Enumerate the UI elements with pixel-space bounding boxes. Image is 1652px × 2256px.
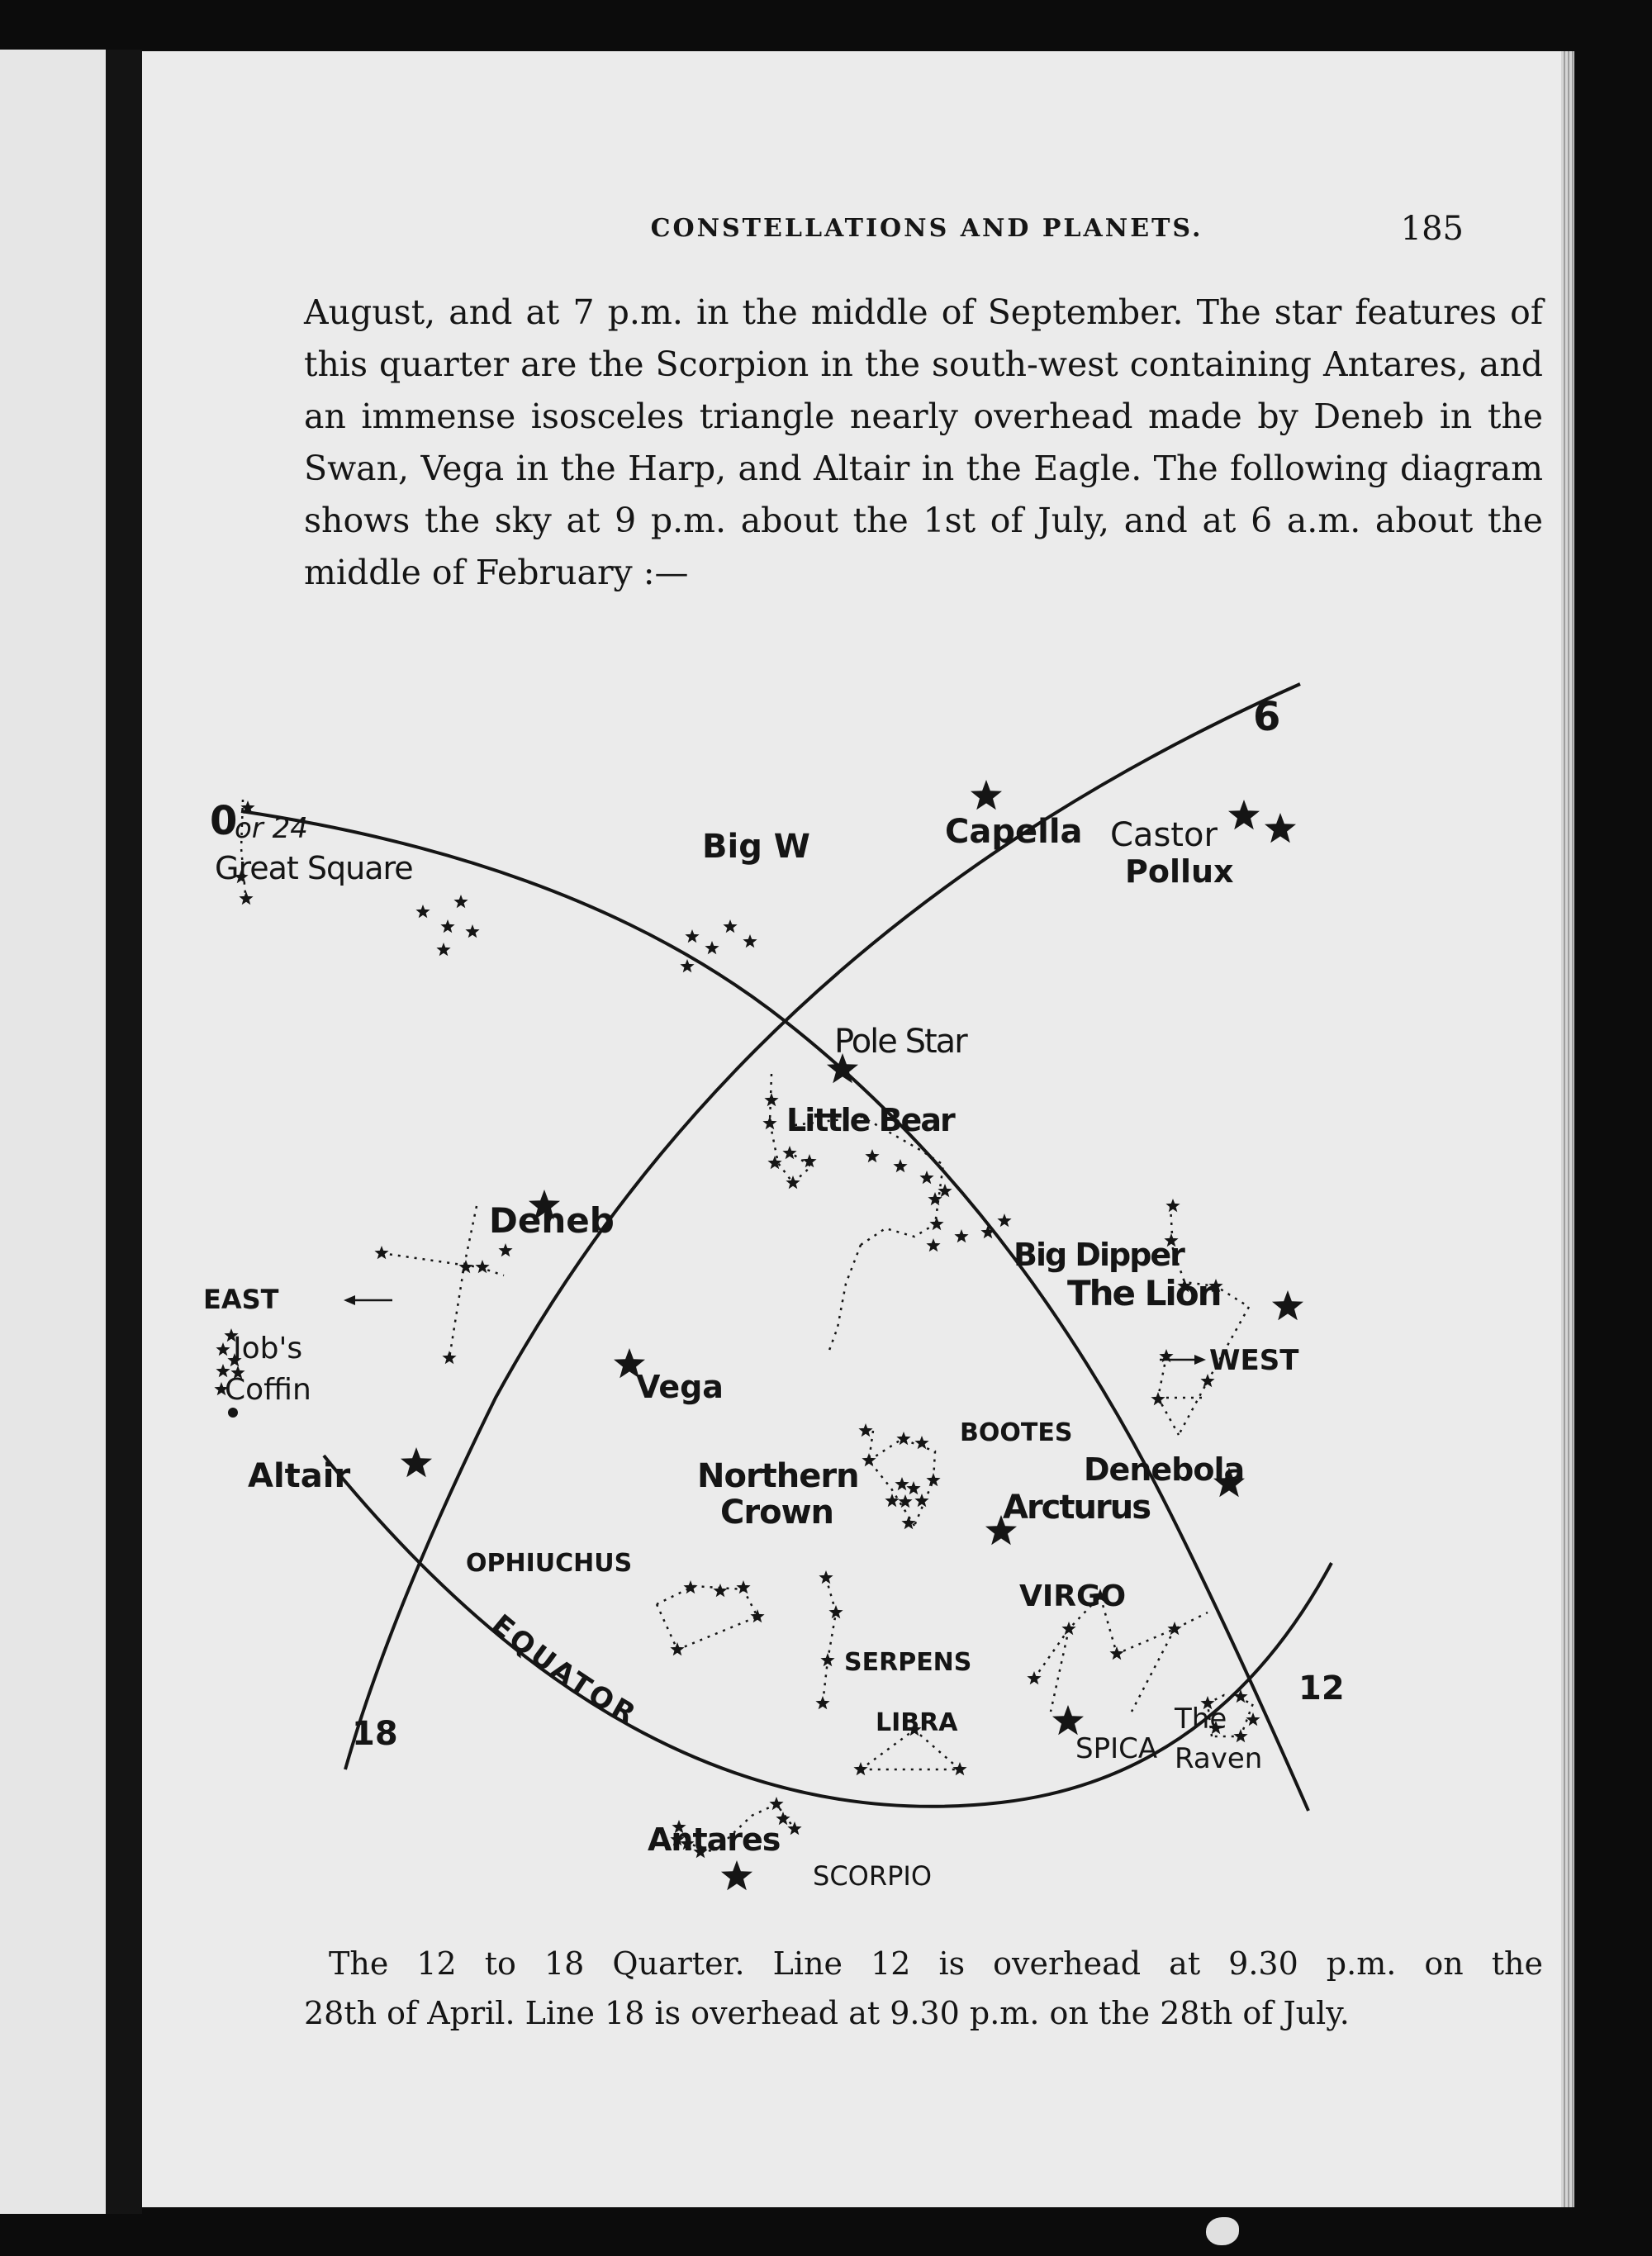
- small-star: [743, 934, 757, 948]
- label-deneb: Deneb: [489, 1200, 615, 1241]
- small-dot: [228, 1408, 238, 1418]
- small-star: [1233, 1729, 1247, 1742]
- label-great-square: Great Square: [215, 850, 413, 886]
- small-star: [465, 924, 479, 938]
- facing-page-edge: [0, 50, 106, 2214]
- hour-label-18: 18: [352, 1715, 398, 1753]
- label-northern: Northern: [697, 1457, 859, 1495]
- small-star: [865, 1149, 879, 1162]
- constellation-lines: [241, 800, 1253, 1852]
- small-star: [705, 941, 719, 954]
- label-coffin: Coffin: [225, 1373, 311, 1407]
- small-star: [736, 1580, 750, 1593]
- small-star: [997, 1213, 1011, 1227]
- label-denebola: Denebola: [1084, 1451, 1245, 1488]
- scan-blot: [1206, 2217, 1239, 2245]
- altair-star: [401, 1447, 432, 1477]
- small-star: [239, 891, 253, 905]
- small-star: [498, 1243, 512, 1256]
- small-star: [929, 1217, 943, 1230]
- small-star: [764, 1093, 778, 1106]
- star-map-diagram: [142, 654, 1561, 1926]
- label-equator: [485, 1608, 643, 1733]
- small-star: [713, 1584, 727, 1597]
- label-spica: SPICA: [1075, 1732, 1158, 1765]
- small-star: [436, 943, 450, 956]
- little-bear-lines: [770, 1074, 943, 1224]
- small-star: [1165, 1199, 1180, 1212]
- small-star: [980, 1225, 995, 1238]
- caption-line-2: 28th of April. Line 18 is overhead at 9.30 p.m. on the 28th of July.: [304, 1995, 1350, 2031]
- ophiuchus-lines: [657, 1586, 757, 1650]
- small-star: [914, 1494, 928, 1507]
- small-star: [819, 1570, 833, 1584]
- small-star: [828, 1605, 843, 1618]
- small-star: [440, 919, 454, 933]
- small-star: [670, 1642, 684, 1655]
- small-star: [898, 1494, 912, 1508]
- label-pole-star: Pole Star: [834, 1023, 966, 1061]
- label-crown: Crown: [720, 1494, 833, 1532]
- equator-textpath: EQUATOR: [485, 1608, 644, 1733]
- label-the-lion: The Lion: [1067, 1273, 1221, 1313]
- lion-regulus-star: [1272, 1290, 1303, 1320]
- small-star: [895, 1477, 909, 1490]
- running-head: [142, 208, 1561, 249]
- small-star: [767, 1156, 781, 1169]
- label-ophiuchus: OPHIUCHUS: [466, 1549, 633, 1578]
- small-star: [1109, 1646, 1123, 1660]
- small-star: [216, 1342, 230, 1356]
- small-star: [1246, 1712, 1260, 1726]
- label-raven: Raven: [1175, 1742, 1263, 1775]
- label-the: The: [1175, 1703, 1227, 1736]
- label-jobs: Job's: [233, 1332, 303, 1365]
- small-star: [906, 1481, 920, 1494]
- small-star: [782, 1146, 796, 1159]
- label-vega: Vega: [636, 1369, 724, 1405]
- small-star: [458, 1260, 472, 1273]
- small-star: [762, 1116, 776, 1129]
- book-gutter: [106, 50, 142, 2214]
- small-star: [1027, 1671, 1041, 1684]
- small-star: [954, 1229, 968, 1242]
- small-star: [475, 1260, 489, 1273]
- capella-star: [971, 780, 1002, 810]
- small-star: [815, 1696, 829, 1709]
- small-star: [853, 1762, 867, 1775]
- label-west: WEST: [1209, 1344, 1299, 1377]
- figure-caption: [304, 1939, 1543, 2038]
- small-star: [926, 1473, 940, 1486]
- small-star: [926, 1238, 940, 1251]
- small-star: [901, 1516, 915, 1529]
- label-castor: Castor: [1110, 816, 1218, 854]
- label-virgo: VIRGO: [1019, 1579, 1127, 1613]
- running-title: CONSTELLATIONS AND PLANETS.: [650, 214, 1203, 243]
- pollux-star: [1265, 813, 1296, 843]
- small-star: [442, 1351, 456, 1364]
- spica-star: [1052, 1705, 1084, 1735]
- small-star: [885, 1494, 899, 1507]
- small-star: [1167, 1622, 1181, 1635]
- page-edge-right: [1561, 51, 1574, 2207]
- small-star: [723, 919, 737, 933]
- small-star: [683, 1580, 697, 1593]
- body-paragraph: August, and at 7 p.m. in the middle of September. The star features of this quarter are the Scorpion in the south-west containing Antares, and an immense isosceles triangle nearly overhead made by Deneb in the Swan, Vega in the Harp, and Altair in the Eagle. The following diagram shows the sky at 9 p.m. about the 1st of July, and at 6 a.m. about the middle of February :—: [304, 292, 1543, 592]
- label-scorpio: SCORPIO: [813, 1860, 932, 1892]
- label-big-w: Big W: [702, 828, 810, 866]
- label-bootes: BOOTES: [960, 1418, 1073, 1447]
- small-star: [750, 1609, 764, 1622]
- small-star: [896, 1432, 910, 1445]
- label-pollux: Pollux: [1125, 853, 1234, 890]
- antares-star: [721, 1860, 752, 1890]
- small-star: [1151, 1392, 1165, 1405]
- small-star: [685, 929, 699, 943]
- label-libra: LIBRA: [876, 1708, 958, 1737]
- serpens-lines: [823, 1578, 836, 1703]
- hour-label-24: or 24: [235, 812, 308, 845]
- label-arcturus: Arcturus: [1003, 1489, 1151, 1527]
- label-altair: Altair: [248, 1457, 351, 1495]
- book-page: [142, 51, 1561, 2207]
- castor-star: [1228, 800, 1260, 829]
- label-antares: Antares: [648, 1821, 781, 1858]
- page-number: 185: [1400, 210, 1464, 248]
- small-star: [919, 1171, 933, 1184]
- small-star: [820, 1653, 834, 1666]
- small-star: [952, 1762, 966, 1775]
- caption-line-1: The 12 to 18 Quarter. Line 12 is overhead at 9.30 p.m. on the: [329, 1945, 1543, 1982]
- small-star: [374, 1246, 388, 1259]
- small-star: [862, 1453, 876, 1466]
- deneb-cross-lines: [382, 1206, 504, 1358]
- small-star: [858, 1423, 872, 1437]
- big-dipper-lines: [828, 1224, 935, 1355]
- hour-label-12: 12: [1298, 1669, 1345, 1707]
- small-star: [453, 895, 468, 908]
- label-capella: Capella: [945, 813, 1083, 851]
- small-star: [914, 1436, 928, 1449]
- small-star: [893, 1159, 907, 1172]
- label-little-bear: Little Bear: [786, 1102, 954, 1138]
- small-star: [415, 905, 430, 918]
- label-big-dipper: Big Dipper: [1014, 1237, 1184, 1273]
- hour-label-6: 6: [1253, 694, 1281, 740]
- label-serpens: SERPENS: [844, 1648, 972, 1677]
- label-east: EAST: [203, 1284, 279, 1315]
- hour-label-0: 0: [210, 798, 238, 844]
- small-star: [680, 959, 694, 972]
- small-star: [769, 1797, 783, 1810]
